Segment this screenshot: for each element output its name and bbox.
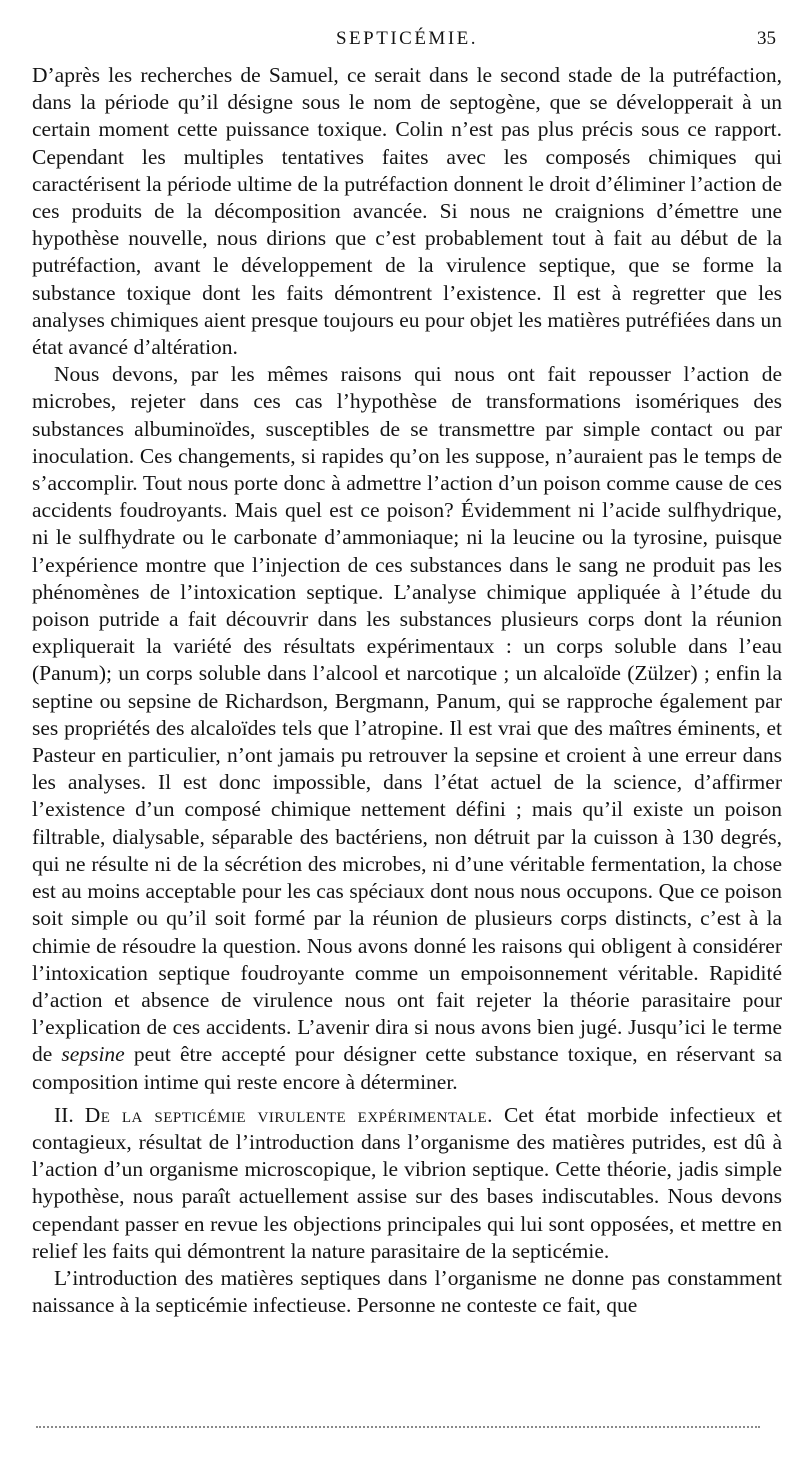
section-paragraph xyxy=(32,1102,782,1265)
paragraph-2-text: Nous devons, par les mêmes raisons qui nous ont fait repousser l’action de microbes, rejeter dans ces cas l’hypothèse de transformations isomériques des substances albuminoïdes, susceptibles de se transmettre par simple contact ou par inoculation. Ces changements, si rapides qu’on les suppose, n’auraient pas le temps de s’accomplir. Tout nous porte donc à admettre l’action d’un poison comme cause de ces accidents foudroyants. Mais quel est ce poison? Évidemment ni l’acide sulfhydrique, ni le sulfhydrate ou le carbonate d’ammoniaque; ni la leucine ou la tyrosine, puisque l’expérience montre que l’injection de ces substances dans le sang ne produit pas les phénomènes de l’intoxication septique. L’analyse chimique appliquée à l’étude du poison putride a fait découvrir dans les substances plusieurs corps dont la réunion expliquerait la variété des résultats expérimentaux : un corps soluble dans l’eau (Panum); un corps soluble dans l’alcool et narcotique ; un alcaloïde (Zülzer) ; enfin la septine ou sepsine de Richardson, Bergmann, Panum, qui se rapproche également par ses propriétés des alcaloïdes tels que l’atropine. Il est vrai que des maîtres éminents, et Pasteur en particulier, n’ont jamais pu retrouver la sepsine et croient à une erreur dans les analyses. Il est donc impossible, dans l’état actuel de la science, d’affirmer l’existence d’un composé chimique nettement défini ; mais qu’il existe un poison filtrable, dialysable, séparable des bactériens, non détruit par la cuisson à 130 degrés, qui ne résulte ni de la sécrétion des microbes, ni d’une véritable fermentation, la chose est au moins acceptable pour les cas spéciaux dont nous nous occupons. Que ce poison soit simple ou qu’il soit formé par la réunion de plusieurs corps distincts, c’est à la chimie de résoudre la question. Nous avons donné les raisons qui obligent à considérer l’intoxication septique foudroyante comme un empoisonnement véritable. Rapidité d’action et absence de virulence nous ont fait rejeter la théorie parasitaire pour l’explication de ces accidents. L’avenir dira si nous avons bien jugé. Jusqu’ici le terme de xyxy=(32,362,782,1067)
page-number: 35 xyxy=(757,28,776,49)
italic-term-sepsine: sepsine xyxy=(61,1042,125,1067)
paragraph-2 xyxy=(32,361,782,1095)
paragraph-2-tail: peut être xyxy=(124,1042,222,1067)
section-text: Cet état morbide infectieux et contagieux, résultat de l’introduction dans l’organisme des matières putrides, est dû à l’action d’un organisme microscopique, le vibrion septique. Cette théorie, jadis simple hypothèse, nous paraît actuellement assise sur des bases indiscutables. Nous devons cependant passer en revue les objections principales qui lui sont opposées, et mettre en relief les faits qui démontrent la nature parasitaire de la septicémie. xyxy=(32,1102,783,1263)
running-header xyxy=(32,22,782,62)
dotted-rule xyxy=(36,1426,760,1428)
running-title: SEPTICÉMIE. xyxy=(335,28,479,49)
section-number: II. xyxy=(54,1102,85,1127)
section-heading: De la septicémie virulente expérimentale. xyxy=(84,1102,494,1127)
paragraph-2-end: accepté pour désigner cette substance toxique, en réservant sa composition intime qui reste encore à déterminer. xyxy=(32,1042,782,1094)
paragraph-last: L’introduction des matières septiques dans l’organisme ne donne pas constamment naissance à la septicémie infectieuse. Personne ne conteste ce fait, que xyxy=(32,1265,782,1318)
body-text xyxy=(32,62,782,1319)
paragraph-1: D’après les recherches de Samuel, ce serait dans le second stade de la putréfaction, dans la période qu’il désigne sous le nom de septogène, que se développerait à un certain moment cette puissance toxique. Colin n’est pas plus précis sous ce rapport. Cependant les multiples tentatives faites avec les composés chimiques qui caractérisent la période ultime de la putréfaction donnent le droit d’éliminer l’action de ces produits de la décomposition avancée. Si nous ne craignions d’émettre une hypothèse nouvelle, nous dirions que c’est probablement tout à fait au début de la putréfaction, avant le développement de la virulence septique, que se forme la substance toxique dont les faits démontrent l’existence. Il est à regretter que les analyses chimiques aient presque toujours eu pour objet les matières putréfiées dans un état avancé d’altération. xyxy=(32,63,782,360)
